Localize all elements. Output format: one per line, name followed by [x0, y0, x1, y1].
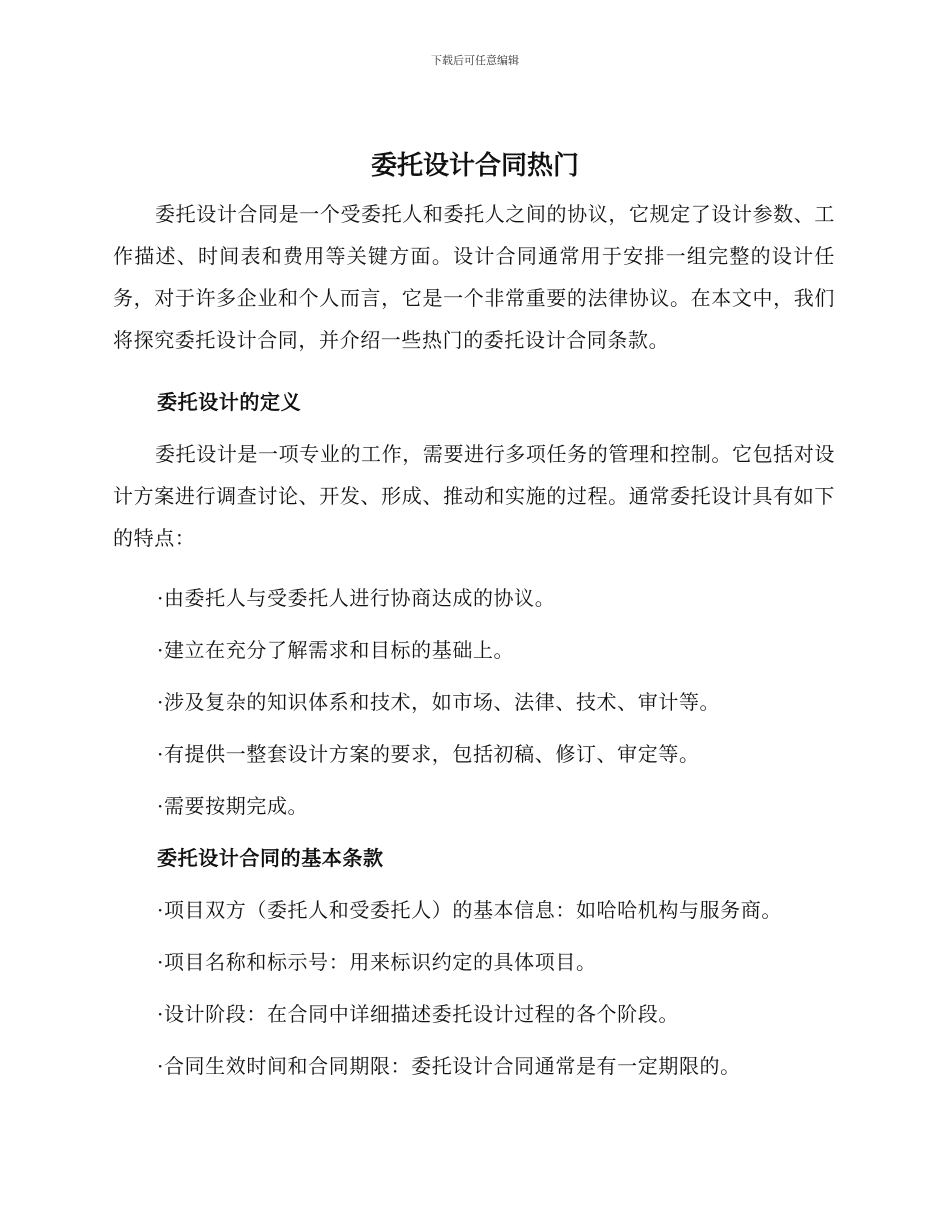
intro-paragraph: 委托设计合同是一个受委托人和委托人之间的协议，它规定了设计参数、工作描述、时间表和费用等关键方面。设计合同通常用于安排一组完整的设计任务，对于许多企业和个人而言，它是一个非常重要的法律协议。在本文中，我们将探究委托设计合同，并介绍一些热门的委托设计合同条款。	[113, 202, 835, 352]
page-header: 下载后可任意编辑	[431, 54, 519, 67]
list-item: ·涉及复杂的知识体系和技术，如市场、法律、技术、审计等。	[157, 690, 721, 714]
section-heading-definition: 委托设计的定义	[157, 390, 302, 414]
document-title: 委托设计合同热门	[370, 151, 579, 181]
terms-bullet-list	[113, 889, 835, 1087]
section-heading-basic-terms: 委托设计合同的基本条款	[157, 846, 384, 870]
list-item: ·建立在充分了解需求和目标的基础上。	[157, 638, 515, 662]
list-item: ·有提供一整套设计方案的要求，包括初稿、修订、审定等。	[157, 742, 700, 766]
document-body	[113, 193, 835, 1097]
list-item: ·项目名称和标示号：用来标识约定的具体项目。	[157, 950, 597, 974]
list-item: ·设计阶段：在合同中详细描述委托设计过程的各个阶段。	[157, 1002, 679, 1026]
list-item: ·合同生效时间和合同期限：委托设计合同通常是有一定期限的。	[157, 1054, 741, 1078]
list-item: ·项目双方（委托人和受委托人）的基本信息：如哈哈机构与服务商。	[157, 898, 782, 922]
definition-paragraph: 委托设计是一项专业的工作，需要进行多项任务的管理和控制。它包括对设计方案进行调查讨论、开发、形成、推动和实施的过程。通常委托设计具有如下的特点：	[113, 442, 835, 550]
list-item: ·由委托人与受委托人进行协商达成的协议。	[157, 586, 556, 610]
list-item: ·需要按期完成。	[157, 794, 309, 818]
definition-bullet-list	[113, 577, 835, 827]
